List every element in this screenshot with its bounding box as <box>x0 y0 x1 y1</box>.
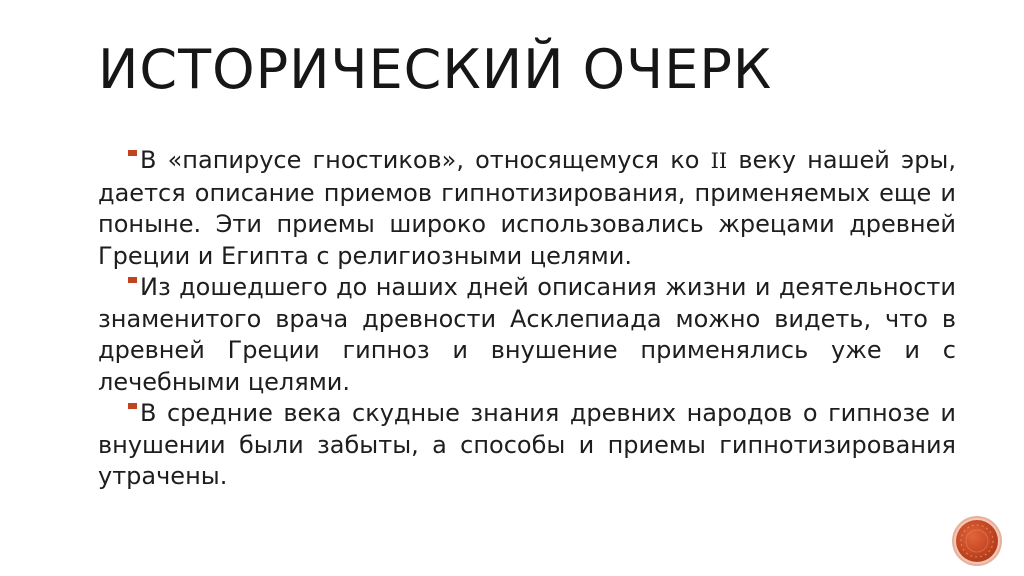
square-bullet-icon <box>128 150 137 156</box>
bullet-text-1-before: В «папирусе гностиков», относящемуся ко <box>140 146 711 174</box>
circle-nav-icon <box>956 520 998 562</box>
bullet-item-3 <box>98 398 956 493</box>
bullet-text-3: В средние века скудные знания древних народов о гипнозе и внушении были забыты, а способы и приемы гипнотизирования утрачены. <box>98 399 956 490</box>
bullet-item-2 <box>98 272 956 398</box>
square-bullet-icon <box>128 277 137 283</box>
roman-numeral: II <box>710 149 728 173</box>
bullet-text-1-after: веку нашей эры, дается описание приемов гипнотизирования, применяемых еще и поныне. Эти приемы широко использовались жрецами древней Греции и Египта с религиозными целями. <box>98 146 957 270</box>
bullet-text-2: Из дошедшего до наших дней описания жизни и деятельности знаменитого врача древности Асклепиада можно видеть, что в древней Греции гипноз и внушение применялись уже и с лечебными целями. <box>98 273 956 396</box>
slide-body <box>98 145 956 493</box>
bullet-item-1 <box>98 145 956 272</box>
square-bullet-icon <box>128 403 137 409</box>
slide-nav-button[interactable] <box>956 520 998 562</box>
slide-title: ИСТОРИЧЕСКИЙ ОЧЕРК <box>98 38 773 101</box>
